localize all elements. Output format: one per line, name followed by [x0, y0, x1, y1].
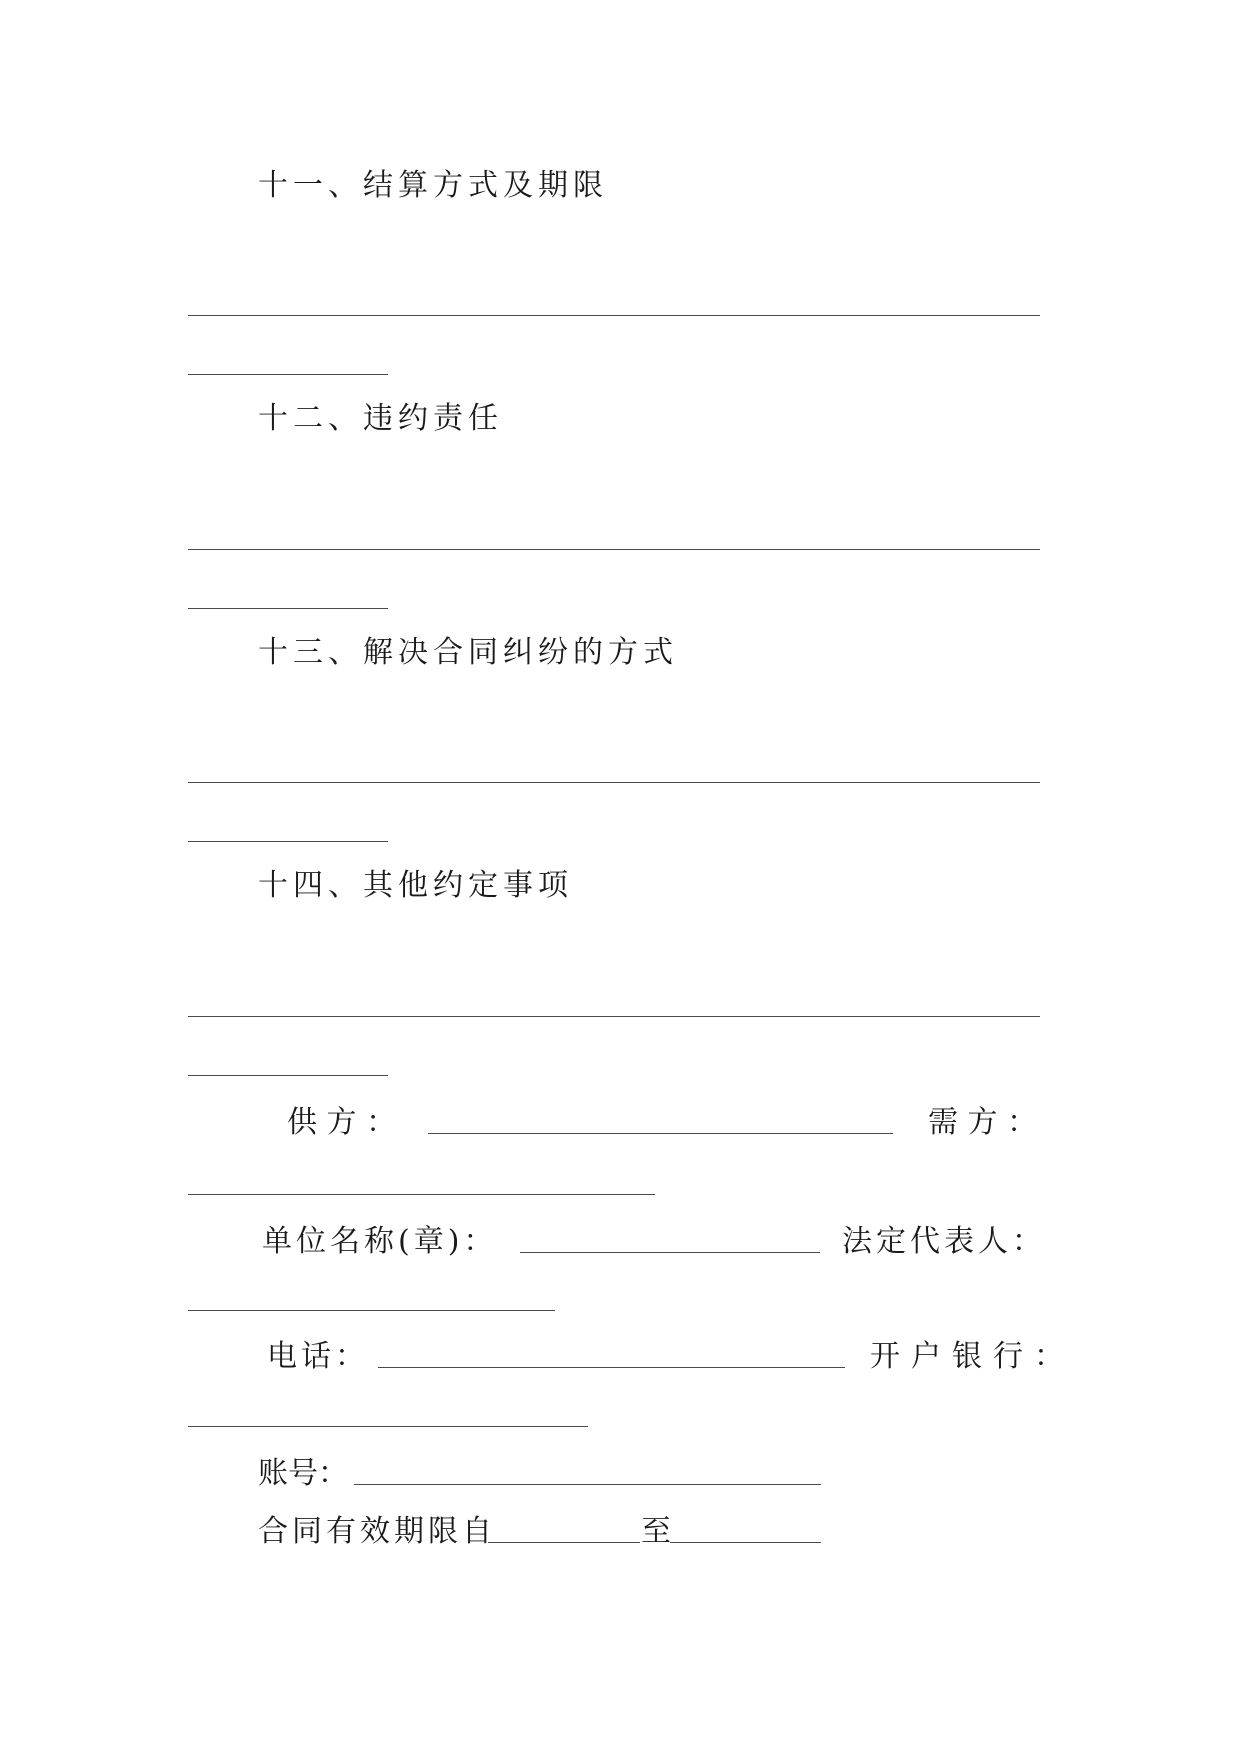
buyer-label: 需 方 ：	[928, 1105, 1038, 1140]
legal-rep-field	[188, 1310, 555, 1311]
validity-to: 至	[641, 1514, 671, 1549]
section-13-title: 十三、解决合同纠纷的方式	[258, 635, 678, 670]
unit-name-field	[520, 1252, 820, 1253]
unit-name-label: 单位名称(章)：	[262, 1224, 498, 1259]
blank-line	[188, 549, 1040, 550]
buyer-field	[188, 1194, 655, 1195]
account-field	[354, 1484, 821, 1485]
phone-label: 电话：	[267, 1339, 369, 1374]
account-label: 账号：	[258, 1456, 348, 1491]
validity-end-field	[670, 1542, 821, 1543]
blank-line	[188, 841, 388, 842]
phone-field	[378, 1367, 845, 1368]
blank-line	[188, 1016, 1040, 1017]
section-12-title: 十二、违约责任	[258, 401, 503, 436]
blank-line	[188, 1075, 388, 1076]
blank-line	[188, 374, 388, 375]
blank-line	[188, 782, 1040, 783]
legal-rep-label: 法定代表人：	[842, 1224, 1046, 1259]
section-14-title: 十四、其他约定事项	[258, 868, 573, 903]
blank-line	[188, 608, 388, 609]
validity-prefix: 合同有效期限自	[258, 1514, 496, 1549]
supplier-field	[428, 1133, 893, 1134]
bank-label: 开户银行：	[870, 1339, 1075, 1374]
supplier-label: 供 方 ：	[287, 1105, 397, 1140]
validity-start-field	[488, 1542, 640, 1543]
bank-field	[188, 1426, 588, 1427]
blank-line	[188, 315, 1040, 316]
section-11-title: 十一、结算方式及期限	[258, 168, 608, 203]
